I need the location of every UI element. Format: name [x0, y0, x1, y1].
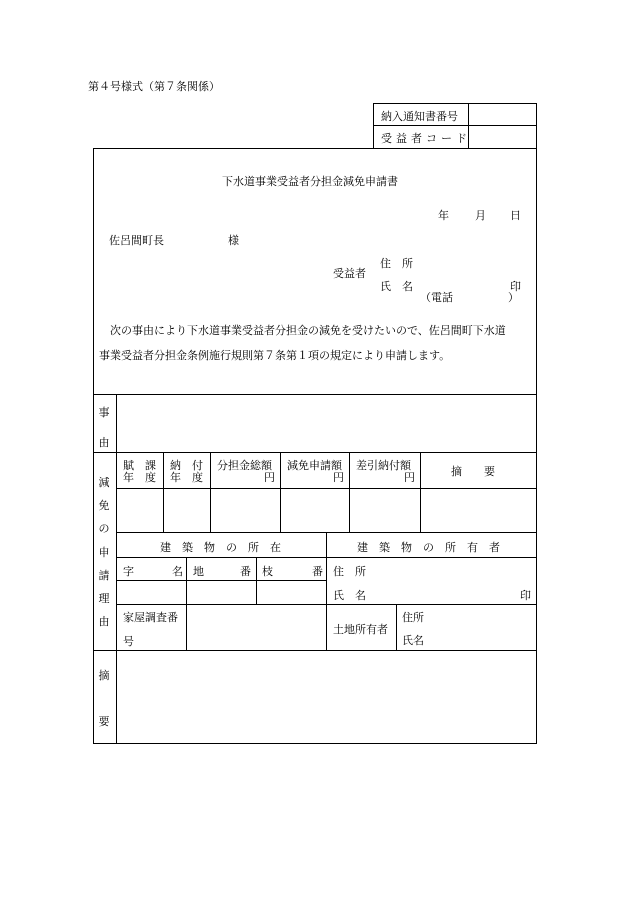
- location-ban2: 番: [312, 565, 323, 578]
- date-month: 月: [475, 209, 486, 222]
- header-pay-year-2: 年 度: [170, 471, 203, 484]
- summary-label-1: 摘: [98, 669, 110, 682]
- header-net-amount: 差引納付額: [356, 459, 411, 472]
- building-location-header: 建 築 物 の 所 在: [160, 541, 281, 554]
- body-text-line1: 次の事由により下水道事業受益者分担金の減免を受けたいので、佐呂間町下水道: [110, 324, 506, 337]
- reason-label-1: 事: [98, 406, 110, 419]
- house-survey-field[interactable]: [187, 605, 326, 650]
- applicant-phone-open: （電話: [420, 291, 453, 304]
- exemption-label-2: 免: [98, 499, 110, 512]
- header-assess-year-1: 賦 課: [123, 459, 156, 472]
- total-amount-field[interactable]: [211, 489, 280, 532]
- survey-top-rule: [326, 604, 537, 605]
- summary-field[interactable]: [117, 651, 536, 743]
- land-address-label: 住所: [402, 611, 424, 624]
- owner-address-label: 住 所: [333, 565, 366, 578]
- applicant-address-label: 住 所: [380, 257, 413, 270]
- header-pay-year-1: 納 付: [170, 459, 203, 472]
- reason-label-2: 由: [98, 436, 110, 449]
- body-text-line2: 事業受益者分担金条例施行規則第７条第１項の規定により申請します。: [99, 349, 451, 362]
- exemption-label-5: 請: [98, 569, 110, 582]
- date-year: 年: [438, 209, 449, 222]
- date-day: 日: [510, 209, 521, 222]
- addressee-honorific: 様: [228, 234, 239, 247]
- beneficiary-code-field[interactable]: [469, 126, 536, 148]
- exemption-label-6: 理: [98, 592, 110, 605]
- land-owner-label: 土地所有者: [333, 623, 388, 636]
- notice-number-field[interactable]: [469, 104, 536, 125]
- header-assess-year-2: 年 度: [123, 471, 156, 484]
- form-number: 第４号様式（第７条関係）: [88, 80, 220, 93]
- header-reduce-amount: 減免申請額: [287, 459, 342, 472]
- form-title: 下水道事業受益者分担金減免申請書: [222, 175, 398, 188]
- pay-year-field[interactable]: [164, 489, 210, 532]
- applicant-label: 受益者: [333, 267, 366, 280]
- addressee-name: 佐呂間町長: [109, 234, 164, 247]
- location-ban: 番: [240, 565, 251, 578]
- applicant-phone-close: ）: [508, 291, 519, 304]
- location-aza: 字: [123, 565, 134, 578]
- owner-name-label: 氏 名: [333, 589, 366, 602]
- net-amount-field[interactable]: [350, 489, 420, 532]
- location-chi: 地: [193, 565, 204, 578]
- land-name-label: 氏名: [402, 634, 424, 647]
- header-net-yen: 円: [404, 471, 415, 484]
- summary-label-2: 要: [98, 715, 110, 728]
- reason-field[interactable]: [117, 395, 536, 451]
- edaban-field[interactable]: [257, 581, 326, 604]
- exemption-label-3: の: [98, 522, 110, 535]
- house-survey-label-1: 家屋調査番: [123, 611, 178, 624]
- owner-seal: 印: [520, 589, 531, 602]
- header-total-amount: 分担金総額: [217, 459, 272, 472]
- notice-number-label: 納入通知書番号: [381, 110, 458, 123]
- header-reduce-yen: 円: [333, 471, 344, 484]
- exemption-label-7: 由: [98, 615, 110, 628]
- exemption-label-4: 申: [98, 546, 110, 559]
- aza-field[interactable]: [117, 581, 186, 604]
- applicant-name-label: 氏 名: [380, 280, 413, 293]
- land-owner-col-rule: [396, 604, 397, 650]
- house-survey-label-2: 号: [123, 635, 134, 648]
- exemption-top-rule: [93, 452, 537, 453]
- applicant-seal: 印: [510, 280, 521, 293]
- building-owner-header: 建 築 物 の 所 有 者: [357, 541, 500, 554]
- location-eda: 枝: [262, 565, 273, 578]
- header-total-yen: 円: [264, 471, 275, 484]
- assess-year-field[interactable]: [117, 489, 163, 532]
- header-remarks: 摘 要: [451, 465, 495, 478]
- exemption-label-1: 減: [98, 476, 110, 489]
- location-na: 名: [172, 565, 183, 578]
- remarks-field[interactable]: [421, 489, 536, 532]
- reduce-amount-field[interactable]: [281, 489, 349, 532]
- beneficiary-code-label: 受益者コード: [381, 132, 471, 145]
- chiban-field[interactable]: [187, 581, 256, 604]
- building-center-rule: [326, 532, 327, 650]
